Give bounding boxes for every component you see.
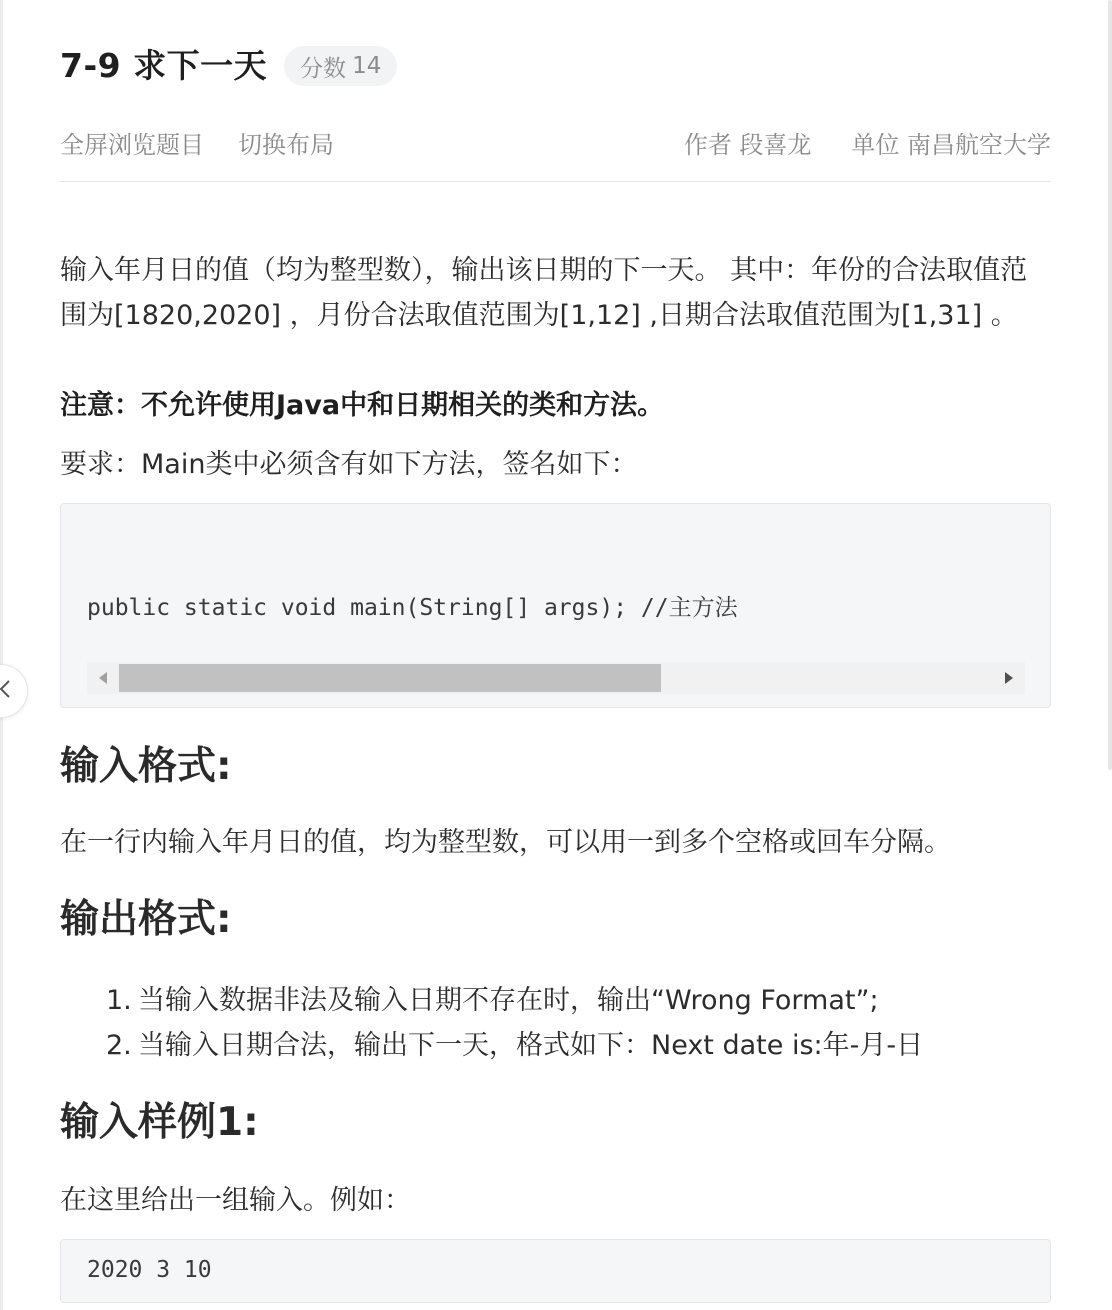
input-format-heading: 输入格式: <box>60 744 232 789</box>
code-horizontal-scrollbar[interactable] <box>87 662 1025 694</box>
list-item <box>106 1023 1051 1068</box>
score-value: 14 <box>352 53 382 79</box>
signature-code-block <box>60 503 1051 708</box>
list-item-number: 2. <box>106 1030 132 1061</box>
score-badge <box>284 46 397 86</box>
chevron-left-icon <box>0 679 11 703</box>
title-row <box>60 44 397 88</box>
problem-meta-row <box>60 122 1051 162</box>
description-intro: 输入年月日的值（均为整型数），输出该日期的下一天。 其中：年份的合法取值范围为[1820,2020] ，月份合法取值范围为[1,12] ,日期合法取值范围为[1,31] 。 <box>60 255 1028 331</box>
score-label: 分数 <box>300 55 347 82</box>
output-format-heading: 输出格式: <box>60 897 232 942</box>
description-note: 注意：不允许使用Java中和日期相关的类和方法。 <box>60 390 665 421</box>
author-name: 段喜龙 <box>739 130 812 159</box>
author-info <box>684 125 812 160</box>
vertical-scrollbar[interactable] <box>1108 0 1112 770</box>
sample-input-code: 2020 3 10 <box>60 1239 1051 1303</box>
organization-name: 南昌航空大学 <box>907 130 1051 159</box>
list-item-text: 当输入数据非法及输入日期不存在时，输出“Wrong Format”; <box>138 985 879 1016</box>
scrollbar-thumb[interactable] <box>119 664 661 692</box>
description-requirement: 要求：Main类中必须含有如下方法，签名如下： <box>60 449 638 480</box>
code-line: public static void main(String[] args); //主方法 <box>87 595 738 621</box>
input-format-text: 在一行内输入年月日的值，均为整型数，可以用一到多个空格或回车分隔。 <box>60 827 951 858</box>
collapse-panel-button[interactable] <box>0 664 28 718</box>
list-item-text: 当输入日期合法，输出下一天，格式如下：Next date is:年-月-日 <box>138 1030 924 1061</box>
list-item-number: 1. <box>106 985 132 1016</box>
scrollbar-track[interactable] <box>119 662 993 694</box>
triangle-left-icon[interactable] <box>87 662 119 694</box>
fullscreen-view-link[interactable]: 全屏浏览题目 <box>60 130 204 159</box>
left-panel-edge <box>0 0 3 1310</box>
triangle-right-icon[interactable] <box>993 662 1025 694</box>
output-format-list <box>106 978 1051 1068</box>
header-divider <box>60 181 1051 182</box>
switch-layout-link[interactable]: 切换布局 <box>238 130 334 159</box>
sample-input-intro: 在这里给出一组输入。例如： <box>60 1185 411 1216</box>
code-lines <box>61 504 1050 664</box>
sample-input-heading: 输入样例1: <box>60 1100 259 1145</box>
list-item <box>106 978 1051 1023</box>
author-label: 作者 <box>683 130 732 159</box>
problem-title: 7-9 求下一天 <box>60 46 268 85</box>
organization-info <box>851 125 1051 160</box>
organization-label: 单位 <box>851 130 900 159</box>
